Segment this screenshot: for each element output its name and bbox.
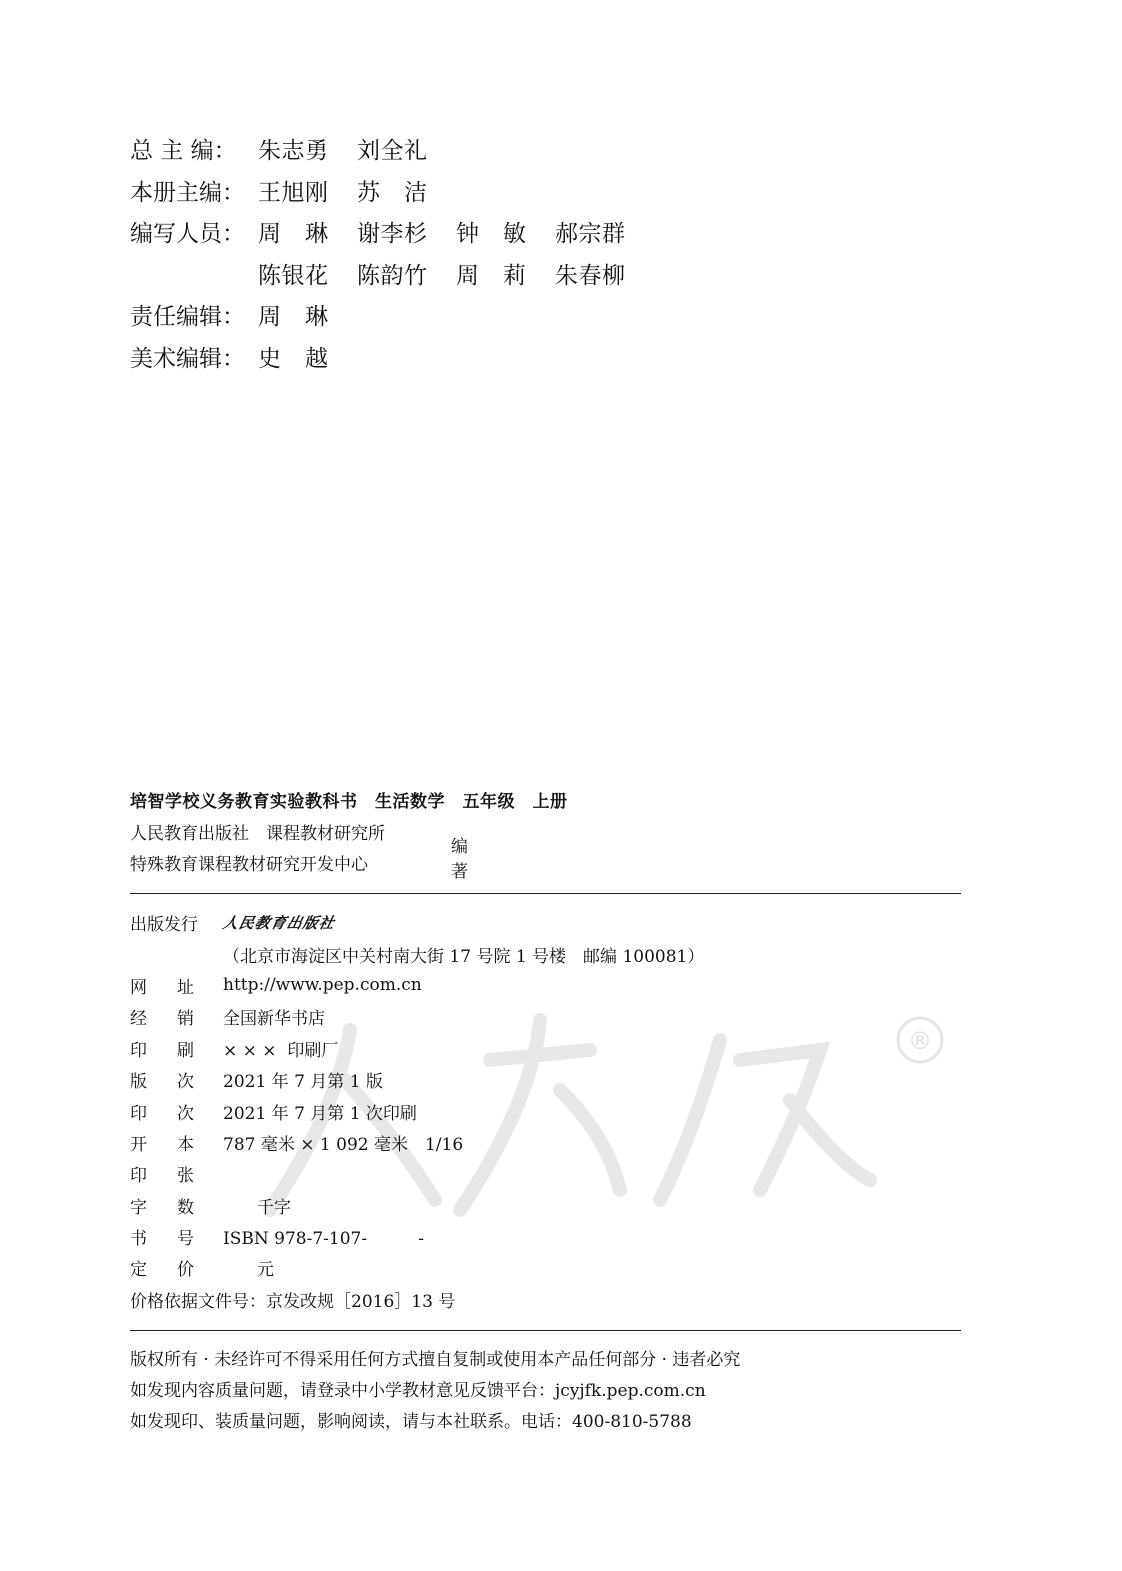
credit-name: 朱春柳 — [555, 262, 626, 289]
imprint-row — [130, 1095, 704, 1126]
divider — [130, 893, 961, 894]
imprint-row — [130, 970, 704, 1001]
imprint-value: 全国新华书店 — [223, 1009, 325, 1030]
credit-row-writers — [130, 211, 654, 253]
footer-block — [130, 1345, 740, 1438]
imprint-row — [130, 1001, 704, 1032]
feedback-notice: 如发现内容质量问题，请登录中小学教材意见反馈平台：jcyjfk.pep.com.cn — [130, 1381, 706, 1401]
credit-name: 陈韵竹 — [357, 262, 428, 289]
credit-label: 责任编辑： — [130, 304, 245, 331]
imprint-table — [130, 907, 704, 1315]
credit-name: 史 越 — [258, 345, 329, 372]
imprint-label: 书号 — [130, 1229, 224, 1250]
credit-name: 王旭刚 — [258, 179, 329, 206]
credit-row-chief-editor — [130, 128, 654, 170]
imprint-value: × × × 印刷厂 — [223, 1040, 339, 1061]
authors-block — [130, 819, 468, 882]
imprint-value: 千字 — [223, 1197, 291, 1218]
imprint-row — [130, 1127, 704, 1158]
imprint-label: 网址 — [130, 977, 224, 998]
imprint-value: 2021 年 7 月第 1 次印刷 — [223, 1103, 417, 1124]
credit-label: 美术编辑： — [130, 345, 245, 372]
imprint-label: 定价 — [130, 1260, 224, 1281]
imprint-label: 开本 — [130, 1134, 224, 1155]
imprint-value: 787 毫米 × 1 092 毫米 1/16 — [223, 1134, 464, 1155]
imprint-label: 印张 — [130, 1166, 224, 1187]
imprint-label: 印刷 — [130, 1040, 224, 1061]
credit-name: 陈银花 — [258, 262, 329, 289]
credit-name: 周 琳 — [258, 221, 329, 248]
imprint-row — [130, 1033, 704, 1064]
author-line: 特殊教育课程教材研究开发中心 — [130, 855, 368, 875]
imprint-row — [130, 1252, 704, 1283]
imprint-row — [130, 1158, 704, 1189]
credit-row-responsible-editor — [130, 294, 654, 336]
imprint-row-publisher — [130, 907, 704, 938]
credit-row-volume-editor — [130, 170, 654, 212]
author-role: 编著 — [451, 837, 468, 882]
registered-mark: ® — [908, 1027, 932, 1055]
book-title: 培智学校义务教育实验教科书 生活数学 五年级 上册 — [130, 792, 568, 812]
credit-label: 编写人员： — [130, 221, 245, 248]
copyright-notice: 版权所有 · 未经许可不得采用任何方式擅自复制或使用本产品任何部分 · 违者必究 — [130, 1350, 741, 1370]
publisher-logo: 人民教育出版社 — [220, 914, 337, 933]
imprint-value: http://www.pep.com.cn — [223, 975, 422, 996]
imprint-label: 印次 — [130, 1103, 224, 1124]
credit-label: 本册主编： — [130, 179, 245, 206]
credit-name: 周 莉 — [456, 262, 527, 289]
imprint-row — [130, 1190, 704, 1221]
credit-row-art-editor — [130, 336, 654, 378]
credit-name: 朱志勇 — [258, 138, 329, 165]
credit-name: 苏 洁 — [357, 179, 428, 206]
print-issue-notice: 如发现印、装质量问题，影响阅读，请与本社联系。电话：400-810-5788 — [130, 1412, 692, 1432]
credit-name: 刘全礼 — [357, 138, 428, 165]
imprint-row — [130, 1221, 704, 1252]
imprint-address: （北京市海淀区中关村南大街 17 号院 1 号楼 邮编 100081） — [223, 946, 705, 967]
imprint-label: 经销 — [130, 1009, 224, 1030]
credit-row-writers-cont — [130, 253, 654, 295]
imprint-label: 出版发行 — [130, 915, 198, 936]
credit-name: 周 琳 — [258, 304, 329, 331]
divider — [130, 1330, 961, 1331]
price-basis: 价格依据文件号：京发改规［2016］13 号 — [130, 1291, 456, 1312]
credit-label: 总 主 编： — [130, 138, 237, 165]
credit-name: 谢李杉 — [357, 221, 428, 248]
credit-name: 郝宗群 — [555, 221, 626, 248]
imprint-row — [130, 1064, 704, 1095]
imprint-label: 字数 — [130, 1197, 224, 1218]
imprint-value: ISBN 978-7-107- - — [223, 1229, 424, 1250]
author-line: 人民教育出版社 课程教材研究所 — [130, 824, 385, 844]
imprint-value: 元 — [223, 1260, 274, 1281]
credit-name: 钟 敏 — [456, 221, 527, 248]
imprint-value: 2021 年 7 月第 1 版 — [223, 1072, 383, 1093]
imprint-label: 版次 — [130, 1072, 224, 1093]
credits-block — [130, 128, 654, 377]
